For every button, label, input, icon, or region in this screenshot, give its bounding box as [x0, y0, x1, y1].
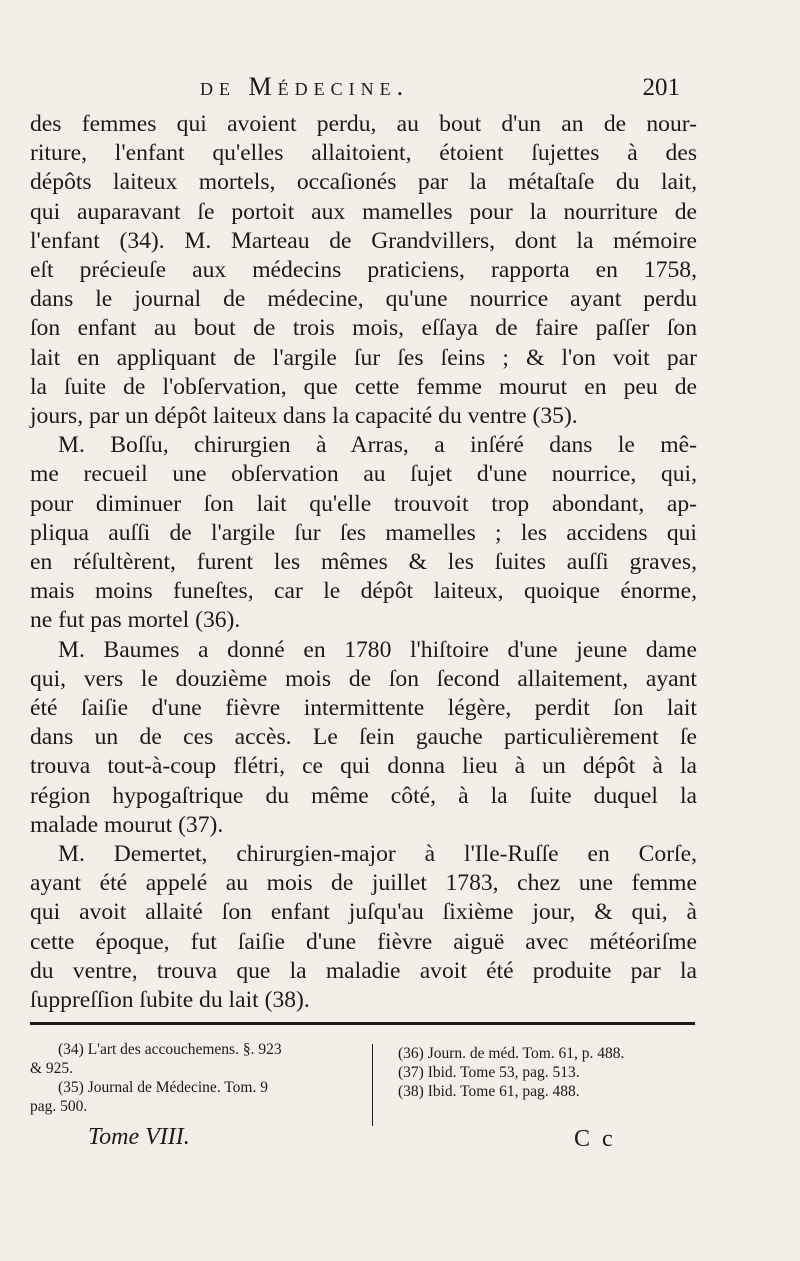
- text-line: malade mourut (37).: [30, 811, 224, 838]
- text-line: lait en appliquant de l'argile ſur ſes ſeins ; & l'on voit par: [30, 344, 697, 371]
- text-line: des femmes qui avoient perdu, au bout d'un an de nour-: [30, 111, 697, 137]
- volume-signature: Tome VIII.: [88, 1124, 190, 1150]
- text-line: ayant été appelé au mois de juillet 1783, chez une femme: [30, 870, 697, 897]
- text-line: région hypogaſtrique du même côté, à la ſuite duquel la: [30, 782, 697, 809]
- text-line: jours, par un dépôt laiteux dans la capacité du ventre (35).: [30, 403, 578, 430]
- gathering-mark: C c: [574, 1126, 616, 1152]
- body-text: [30, 110, 697, 1015]
- paragraph-1: [30, 110, 697, 431]
- text-line: me recueil une obſervation au ſujet d'une nourrice, qui,: [30, 461, 697, 488]
- footnote-34: (34) L'art des accouchemens. §. 923: [58, 1041, 282, 1058]
- text-line: ne fut pas mortel (36).: [30, 607, 241, 634]
- text-line: du ventre, trouva que la maladie avoit été produite par la: [30, 957, 697, 984]
- footnote-34-continued: & 925.: [30, 1060, 74, 1077]
- running-title: de Médecine.: [200, 72, 410, 101]
- text-line: qui, vers le douzième mois de ſon ſecond allaitement, ayant: [30, 665, 697, 692]
- text-line: riture, l'enfant qu'elles allaitoient, étoient ſujettes à des: [30, 140, 697, 167]
- text-line: ſon enfant au bout de trois mois, eſſaya de faire paſſer ſon: [30, 315, 697, 342]
- footnote-35: (35) Journal de Médecine. Tom. 9: [58, 1079, 268, 1096]
- running-head: [200, 72, 680, 112]
- text-line: cette époque, fut ſaiſie d'une fièvre aiguë avec météoriſme: [30, 928, 697, 955]
- footnote-36: (36) Journ. de méd. Tom. 61, p. 488.: [398, 1045, 625, 1062]
- footnotes-left-column: [30, 1040, 360, 1116]
- footnote-35-continued: pag. 500.: [30, 1098, 88, 1115]
- text-line: mais moins funeſtes, car le dépôt laiteux, quoique énorme,: [30, 578, 697, 605]
- text-line: dans un de ces accès. Le ſein gauche particulièrement ſe: [30, 724, 697, 751]
- text-line: dépôts laiteux mortels, occaſionés par la métaſtaſe du lait,: [30, 169, 697, 196]
- text-line: M. Baumes a donné en 1780 l'hiſtoire d'une jeune dame: [58, 636, 697, 663]
- text-line: en réſultèrent, furent les mêmes & les ſuites auſſi graves,: [30, 549, 697, 576]
- text-line: pour diminuer ſon lait qu'elle trouvoit trop abondant, ap-: [30, 490, 697, 517]
- footnotes-right-column: [398, 1044, 695, 1101]
- footnote-rule: [30, 1022, 695, 1025]
- text-line: M. Boſſu, chirurgien à Arras, a inſéré dans le mê-: [58, 432, 697, 459]
- text-line: trouva tout-à-coup flétri, ce qui donna lieu à un dépôt à la: [30, 753, 697, 780]
- footnotes: [30, 1040, 695, 1130]
- text-line: M. Demertet, chirurgien-major à l'Ile-Ruſſe en Corſe,: [58, 841, 697, 868]
- paragraph-3: [30, 636, 697, 840]
- paragraph-2: [30, 431, 697, 635]
- text-line: dans le journal de médecine, qu'une nourrice ayant perdu: [30, 286, 697, 313]
- footnote-38: (38) Ibid. Tome 61, pag. 488.: [398, 1083, 580, 1100]
- text-line: qui auparavant ſe portoit aux mamelles pour la nourriture de: [30, 198, 697, 225]
- text-line: pliqua auſſi de l'argile ſur ſes mamelles ; les accidens qui: [30, 519, 697, 546]
- footnote-column-divider: [372, 1044, 373, 1126]
- text-line: été ſaiſie d'une fièvre intermittente légère, perdit ſon lait: [30, 695, 697, 722]
- paragraph-4: [30, 840, 697, 1015]
- text-line: la ſuite de l'obſervation, que cette femme mourut en peu de: [30, 373, 697, 400]
- text-line: l'enfant (34). M. Marteau de Grandvillers, dont la mémoire: [30, 227, 697, 254]
- text-line: eſt précieuſe aux médecins praticiens, rapporta en 1758,: [30, 257, 697, 284]
- text-line: qui avoit allaité ſon enfant juſqu'au ſixième jour, & qui, à: [30, 899, 697, 926]
- text-line: ſuppreſſion ſubite du lait (38).: [30, 987, 310, 1014]
- page-number: 201: [642, 74, 680, 101]
- footnote-37: (37) Ibid. Tome 53, pag. 513.: [398, 1064, 580, 1081]
